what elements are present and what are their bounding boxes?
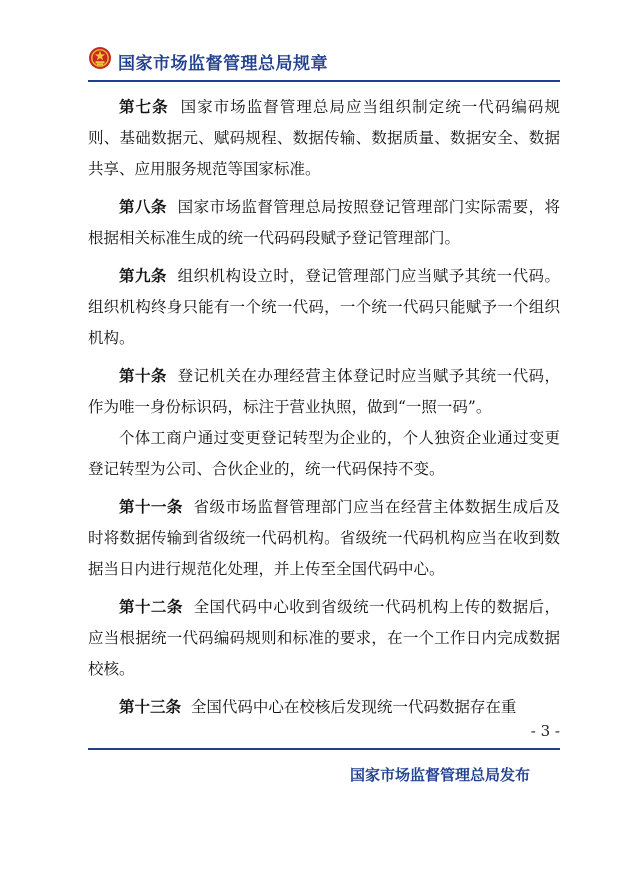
article-text: 国家市场监督管理总局应当组织制定统一代码编码规则、基础数据元、赋码规程、数据传输、数据质量、数据安全、数据共享、应用服务规范等国家标准。 — [88, 98, 560, 178]
page-header — [88, 40, 560, 80]
article-text: 全国代码中心在校核后发现统一代码数据存在重 — [190, 698, 517, 716]
article-number: 第十三条 — [119, 698, 182, 716]
national-emblem-icon — [88, 46, 112, 70]
footer-divider — [88, 748, 560, 750]
article-text: 组织机构设立时，登记管理部门应当赋予其统一代码。组织机构终身只能有一个统一代码，一个统一代码只能赋予一个组织机构。 — [88, 267, 560, 347]
article-text: 全国代码中心收到省级统一代码机构上传的数据后，应当根据统一代码编码规则和标准的要求，在一个工作日内完成数据校核。 — [88, 598, 560, 678]
article-number: 第十一条 — [119, 498, 183, 516]
article-10 — [88, 361, 560, 423]
article-9 — [88, 261, 560, 354]
page-number: - 3 - — [530, 722, 560, 740]
article-text: 省级市场监督管理部门应当在经营主体数据生成后及时将数据传输到省级统一代码机构。省级统一代码机构应当在收到数据当日内进行规范化处理，并上传至全国代码中心。 — [88, 498, 560, 578]
article-10-continuation: 个体工商户通过变更登记转型为企业的，个人独资企业通过变更登记转型为公司、合伙企业的，统一代码保持不变。 — [88, 429, 560, 478]
article-text: 国家市场监督管理总局按照登记管理部门实际需要，将根据相关标准生成的统一代码码段赋予登记管理部门。 — [88, 198, 560, 247]
article-number: 第十二条 — [119, 598, 183, 616]
document-body — [88, 92, 560, 723]
article-text: 登记机关在办理经营主体登记时应当赋予其统一代码，作为唯一身份标识码，标注于营业执照，做到“一照一码”。 — [88, 367, 560, 416]
article-13 — [88, 692, 560, 723]
header-divider — [88, 80, 560, 82]
article-7 — [88, 92, 560, 185]
footer-publisher: 国家市场监督管理总局发布 — [349, 766, 530, 784]
article-12 — [88, 592, 560, 685]
article-number: 第九条 — [119, 267, 167, 285]
article-8 — [88, 192, 560, 254]
article-11 — [88, 492, 560, 585]
article-number: 第八条 — [119, 198, 167, 216]
header-title: 国家市场监督管理总局规章 — [118, 54, 328, 74]
article-number: 第十条 — [119, 367, 167, 385]
article-number: 第七条 — [119, 98, 169, 116]
